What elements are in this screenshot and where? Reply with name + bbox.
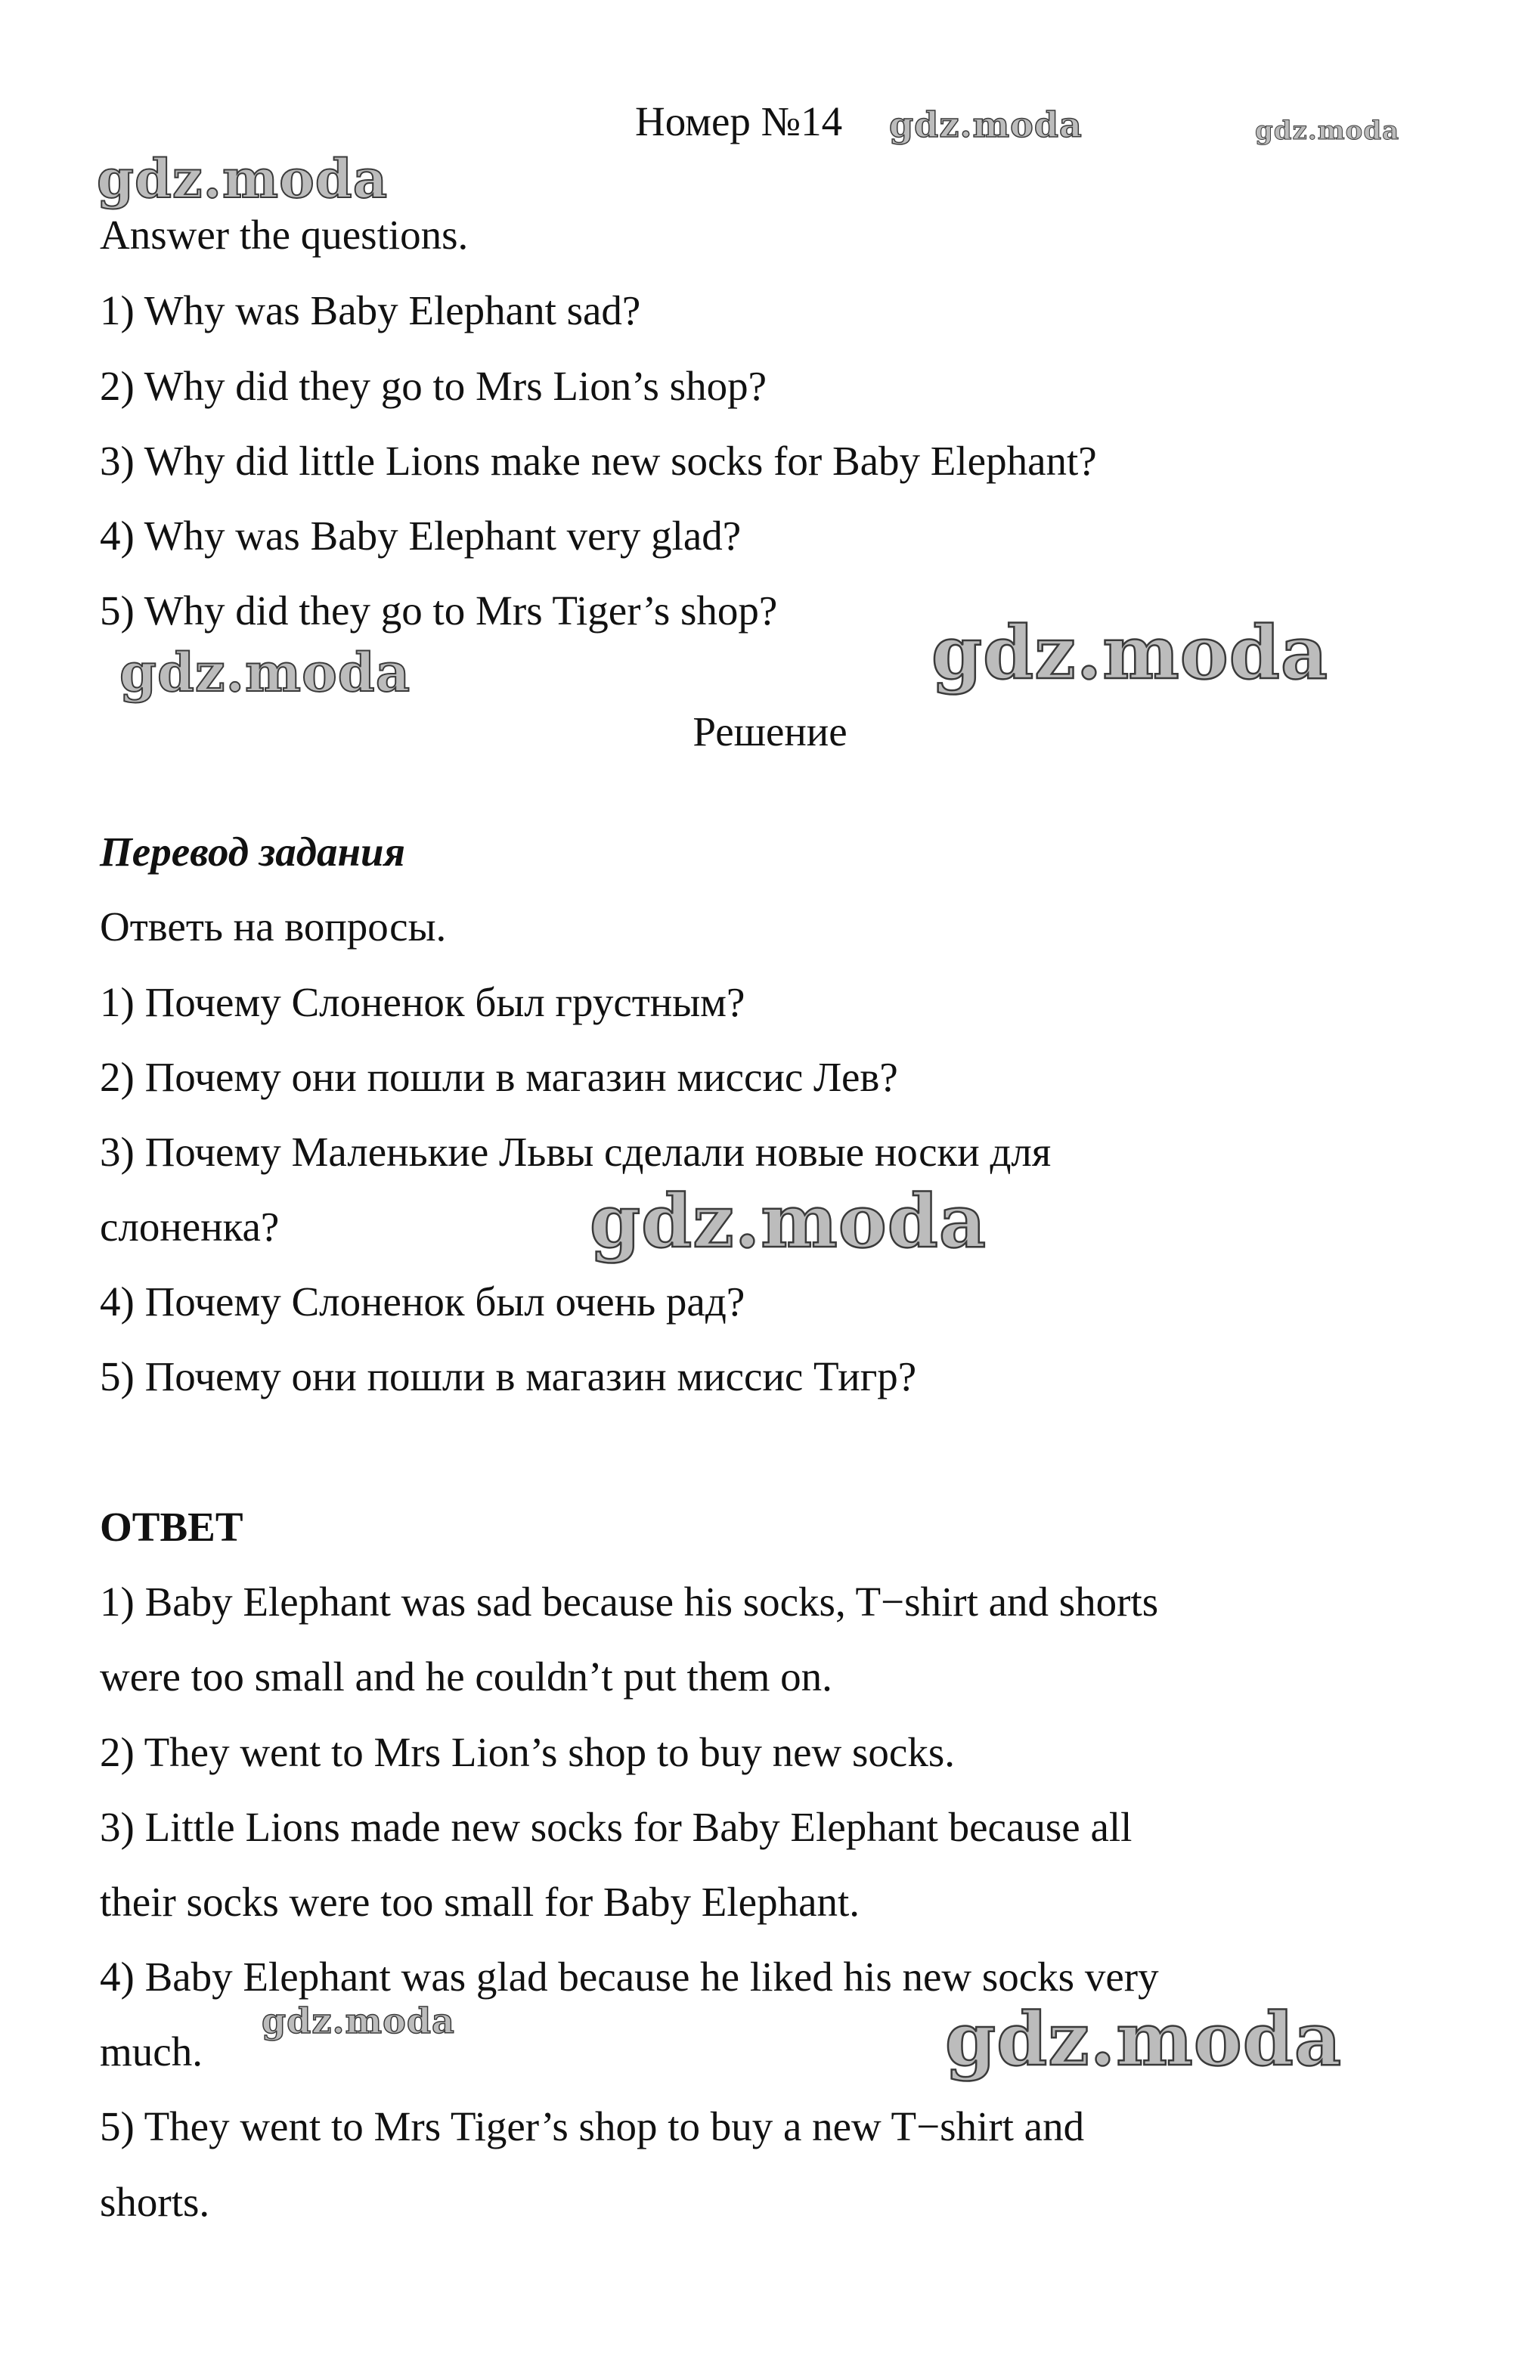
translation-heading: Перевод задания xyxy=(100,829,405,875)
translation-line: 5) Почему они пошли в магазин миссис Тигр? xyxy=(100,1353,917,1399)
task-question: 2) Why did they go to Mrs Lion’s shop? xyxy=(100,363,767,409)
watermark: gdz.moda xyxy=(1255,116,1400,146)
translation-line: слоненка? xyxy=(100,1204,280,1250)
task-question: 3) Why did little Lions make new socks for Baby Elephant? xyxy=(100,438,1097,484)
watermark: gdz.moda xyxy=(119,641,411,704)
watermark: gdz.moda xyxy=(262,2000,455,2041)
translation-line: 3) Почему Маленькие Львы сделали новые носки для xyxy=(100,1129,1052,1175)
solution-heading: Решение xyxy=(693,708,847,755)
answer-line: 2) They went to Mrs Lion’s shop to buy new socks. xyxy=(100,1729,955,1775)
answer-line: 5) They went to Mrs Tiger’s shop to buy a new T−shirt and xyxy=(100,2103,1085,2149)
answer-line: shorts. xyxy=(100,2179,210,2225)
page-title: Номер №14 xyxy=(635,98,843,144)
answer-line: much. xyxy=(100,2028,203,2075)
watermark: gdz.moda xyxy=(590,1179,987,1264)
watermark: gdz.moda xyxy=(889,104,1083,145)
answer-line: 1) Baby Elephant was sad because his socks, T−shirt and shorts xyxy=(100,1579,1159,1625)
translation-line: 2) Почему они пошли в магазин миссис Лев? xyxy=(100,1054,898,1100)
translation-instruction: Ответь на вопросы. xyxy=(100,903,447,950)
task-question: 4) Why was Baby Elephant very glad? xyxy=(100,513,742,559)
task-question: 1) Why was Baby Elephant sad? xyxy=(100,287,641,333)
watermark: gdz.moda xyxy=(97,147,389,210)
task-question: 5) Why did they go to Mrs Tiger’s shop? xyxy=(100,587,778,634)
answer-heading: ОТВЕТ xyxy=(100,1504,243,1550)
task-instruction: Answer the questions. xyxy=(100,212,469,258)
answer-line: were too small and he couldn’t put them on. xyxy=(100,1653,832,1700)
answer-line: their socks were too small for Baby Elephant. xyxy=(100,1879,860,1925)
translation-line: 4) Почему Слоненок был очень рад? xyxy=(100,1278,745,1325)
answer-line: 3) Little Lions made new socks for Baby Elephant because all xyxy=(100,1804,1133,1850)
watermark: gdz.moda xyxy=(931,610,1329,696)
watermark: gdz.moda xyxy=(945,1997,1343,2082)
answer-line: 4) Baby Elephant was glad because he liked his new socks very xyxy=(100,1954,1159,2000)
translation-line: 1) Почему Слоненок был грустным? xyxy=(100,979,745,1025)
